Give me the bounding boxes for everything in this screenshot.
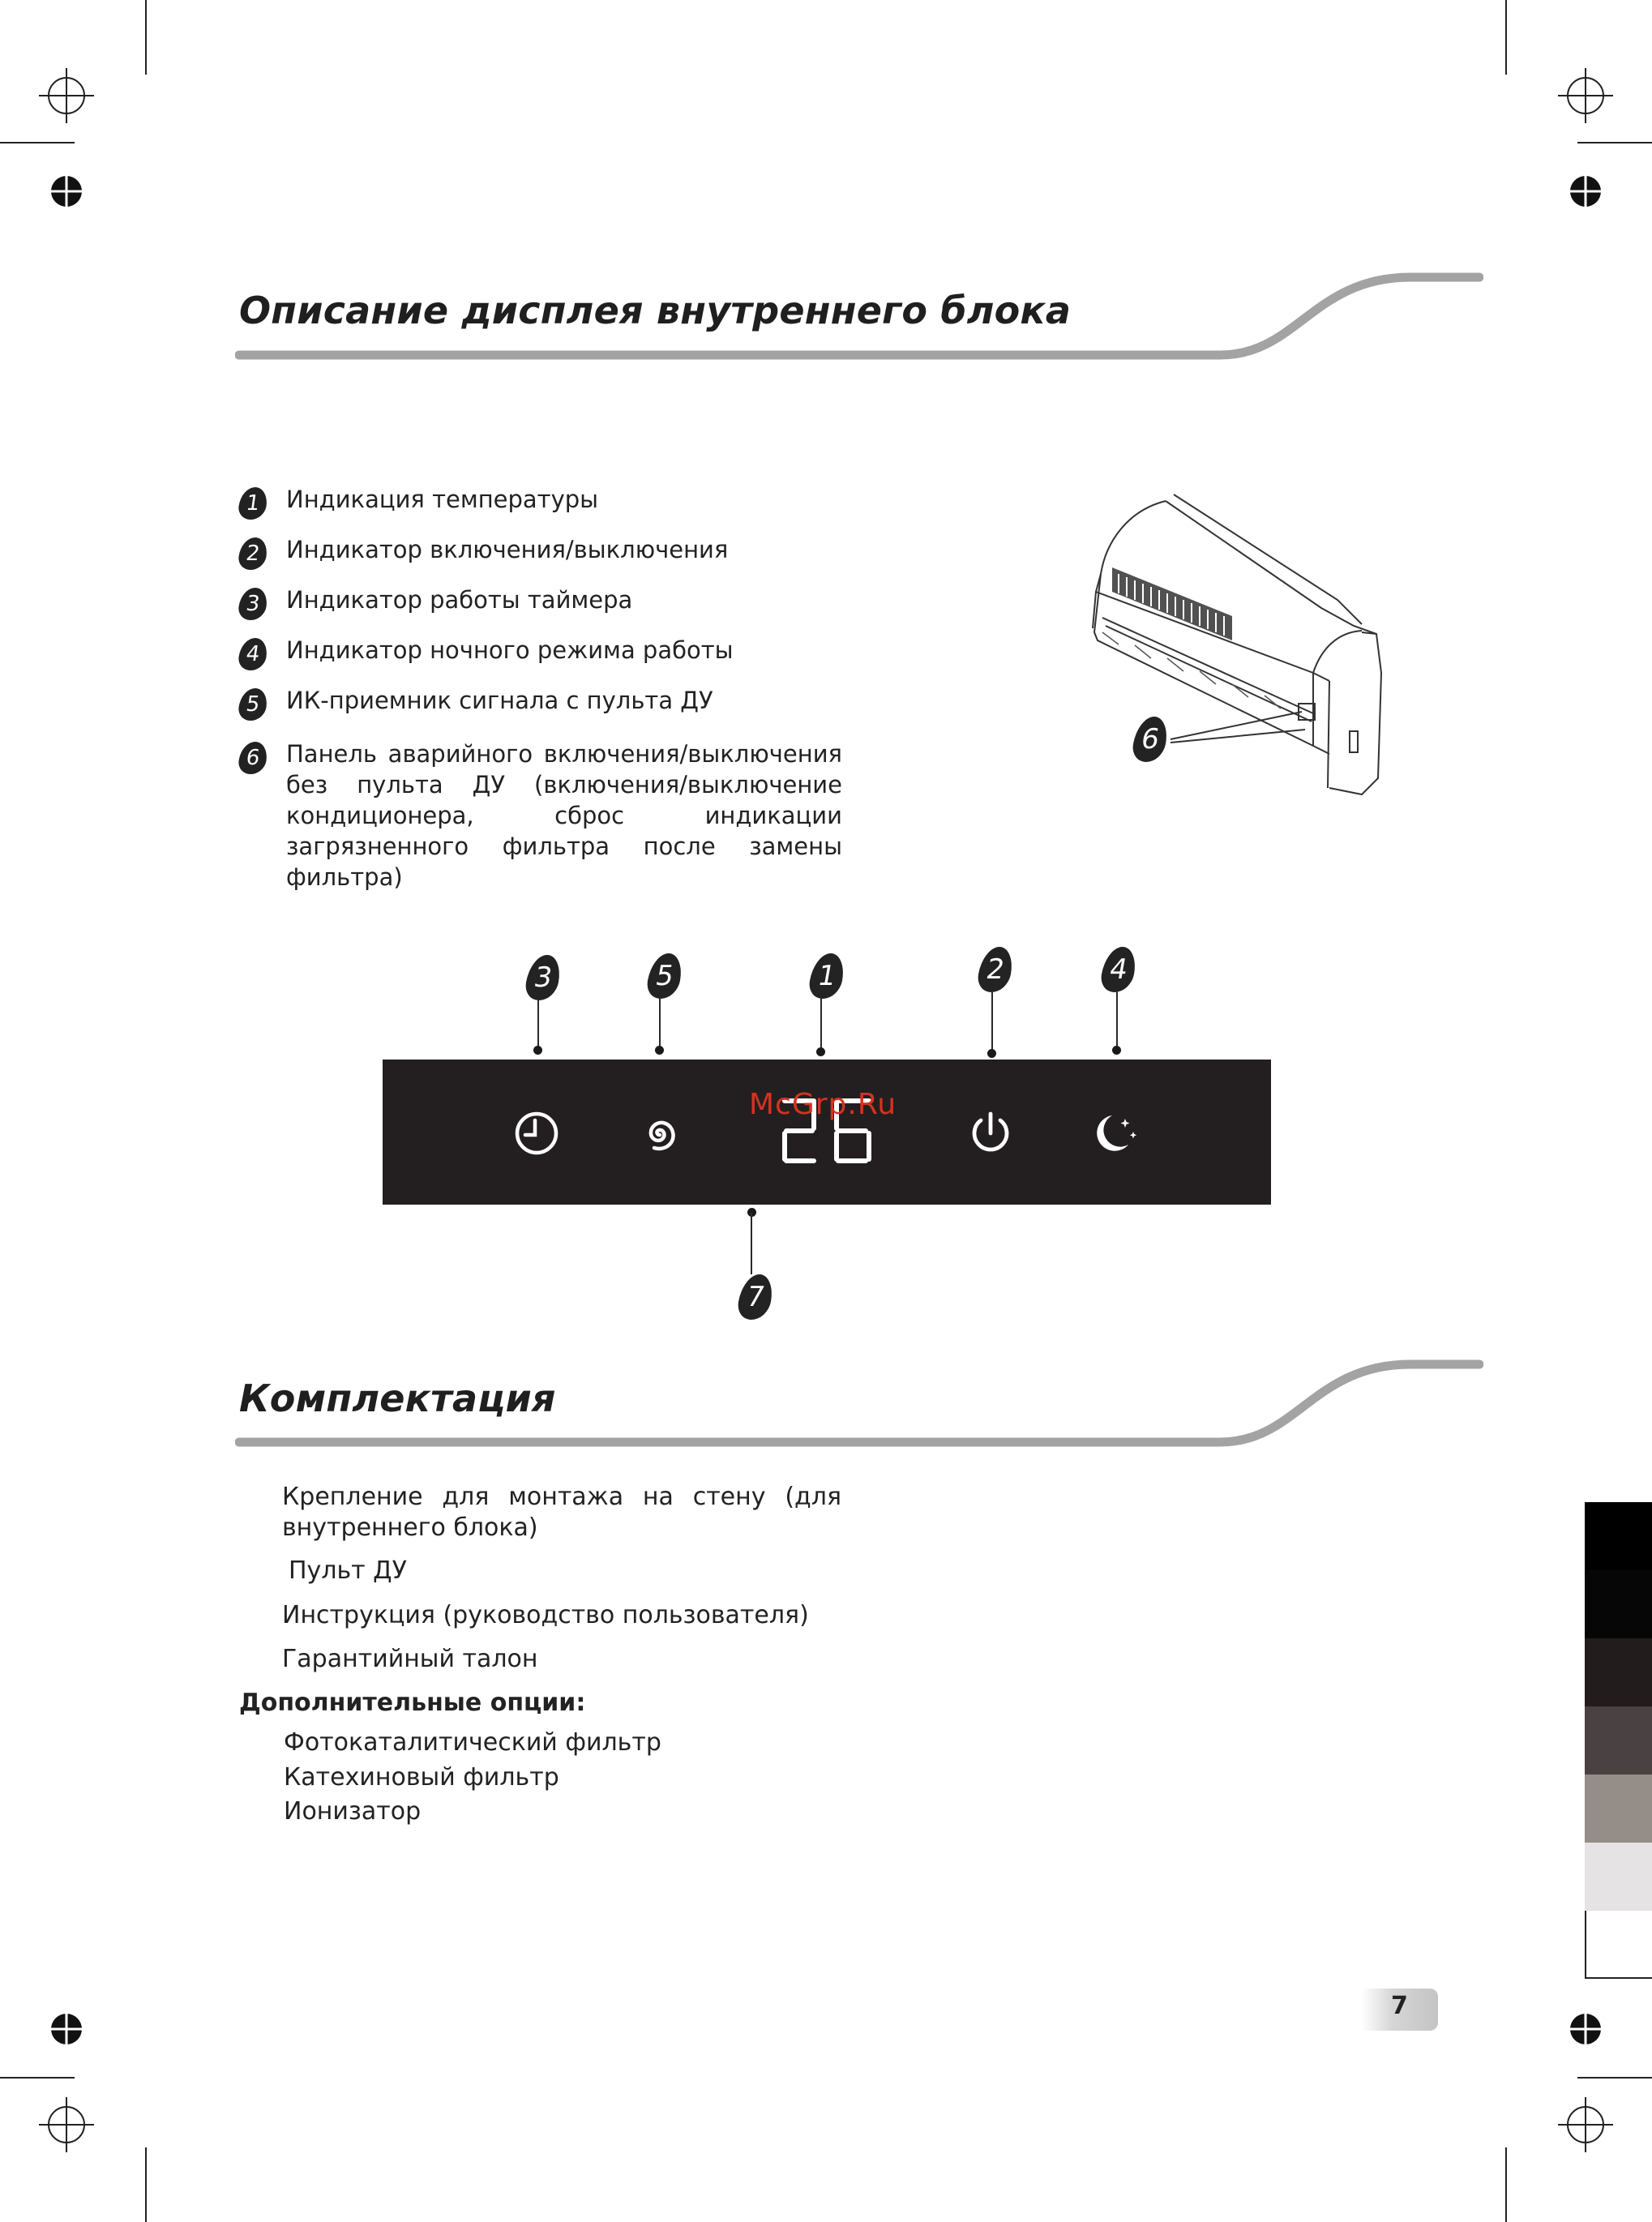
item-number-badge: 1 (237, 487, 269, 520)
callout-dot (987, 1049, 996, 1058)
item-text: Индикатор ночного режима работы (286, 636, 734, 664)
callout-dot (533, 1046, 542, 1055)
callout-power-badge: 2 (975, 947, 1016, 992)
option-item: Катехиновый фильтр (284, 1763, 559, 1792)
gray-swatch (1585, 1843, 1652, 1911)
gray-swatch (1585, 1638, 1652, 1706)
gray-swatch (1585, 1706, 1652, 1775)
list-item (239, 484, 843, 521)
callout-dot (655, 1046, 664, 1055)
item-number-badge: 5 (237, 688, 269, 721)
callout-leader (659, 997, 661, 1047)
item-text: Индикация температуры (286, 486, 599, 513)
callout-temp-badge: 1 (807, 953, 847, 999)
section-divider-swoosh (235, 268, 1483, 365)
item-text: ИК-приемник сигнала с пульта ДУ (286, 687, 713, 714)
callout-leader (751, 1213, 752, 1274)
list-item (239, 739, 843, 891)
unit-callout-badge: 6 (1130, 717, 1171, 762)
callout-leader (991, 991, 993, 1051)
ir-receiver-icon (637, 1107, 686, 1159)
item-text: Индикатор включения/выключения (286, 536, 729, 563)
item-text: Индикатор работы таймера (286, 586, 633, 614)
kit-item: Крепление для монтажа на стену (для внутреннего блока) (282, 1483, 841, 1542)
kit-item: Гарантийный талон (282, 1645, 538, 1673)
item-number-badge: 3 (237, 588, 269, 620)
gray-swatch (1585, 1911, 1652, 1979)
watermark-text: McGrp.Ru (749, 1088, 897, 1121)
power-icon (965, 1107, 1016, 1158)
item-text: Панель аварийного включения/выключения без пульта ДУ (включения/выключение кондиционера, сброс индикации загрязненного фильтра после замены фильтра) (286, 740, 842, 891)
callout-leader (1116, 991, 1118, 1047)
callout-dot (1112, 1046, 1121, 1055)
indoor-unit-illustration (1070, 486, 1394, 811)
kit-item: Инструкция (руководство пользователя) (282, 1601, 809, 1629)
option-item: Ионизатор (284, 1797, 422, 1826)
section-title-kit: Комплектация (239, 1376, 556, 1420)
callout-panel-badge: 7 (735, 1274, 776, 1320)
page-number: 7 (1391, 1992, 1408, 2020)
options-heading: Дополнительные опции: (239, 1689, 586, 1717)
item-number-badge: 2 (237, 537, 269, 570)
list-item (239, 635, 843, 672)
gray-swatch (1585, 1570, 1652, 1638)
list-item (239, 685, 843, 722)
night-mode-moon-icon (1088, 1107, 1141, 1159)
section-divider-swoosh (235, 1355, 1483, 1452)
callout-receiver-badge: 5 (644, 953, 685, 999)
callout-leader (537, 999, 539, 1047)
callout-dot (816, 1047, 825, 1056)
gray-swatch (1585, 1775, 1652, 1843)
item-number-badge: 6 (237, 742, 269, 774)
section-title-display: Описание дисплея внутреннего блока (239, 289, 1072, 332)
callout-night-badge: 4 (1098, 947, 1139, 992)
list-item (239, 534, 843, 572)
list-item (239, 584, 843, 622)
gray-swatch (1585, 1502, 1652, 1570)
item-number-badge: 4 (237, 638, 269, 670)
callout-leader (820, 997, 822, 1049)
option-item: Фотокаталитический фильтр (284, 1728, 661, 1757)
callout-timer-badge: 3 (523, 955, 563, 1000)
kit-item: Пульт ДУ (289, 1556, 407, 1585)
timer-icon (512, 1109, 561, 1158)
